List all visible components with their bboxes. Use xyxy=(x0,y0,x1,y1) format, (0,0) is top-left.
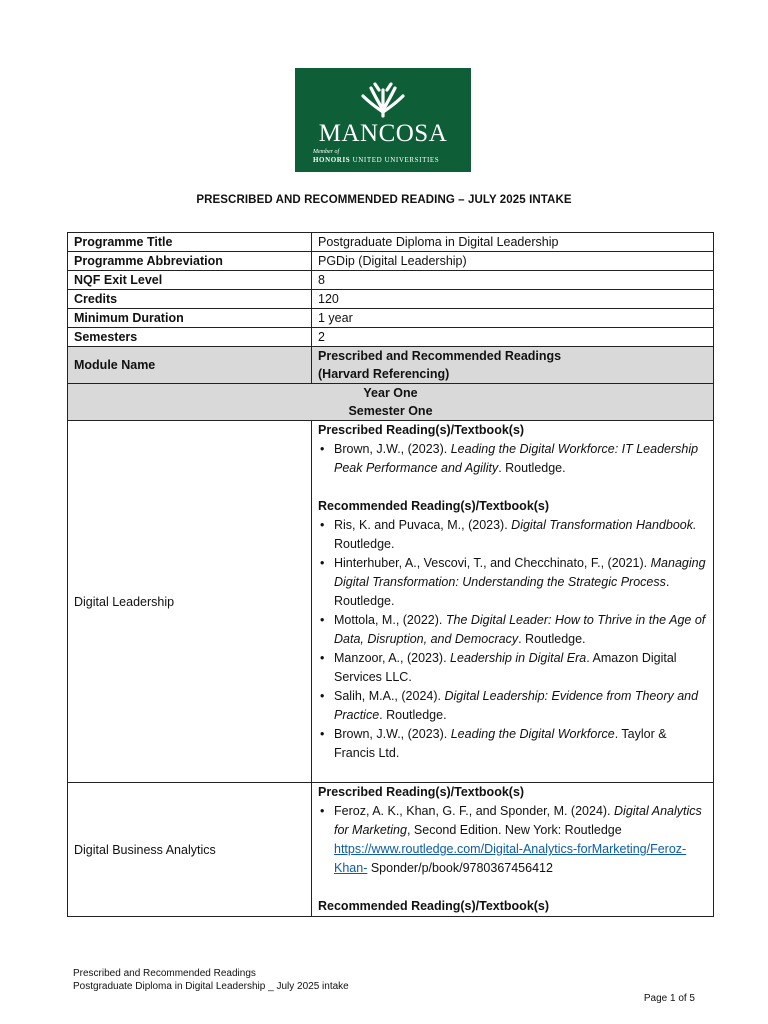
list-item xyxy=(334,554,707,611)
list-item xyxy=(334,440,707,478)
prescribed-heading: Prescribed Reading(s)/Textbook(s) xyxy=(318,423,525,437)
list-item xyxy=(334,611,707,649)
info-value: 1 year xyxy=(312,309,714,328)
table-row xyxy=(68,271,714,290)
semester-label: Semester One xyxy=(348,404,433,418)
module-name: Digital Business Analytics xyxy=(68,783,312,917)
readings-header-line1: Prescribed and Recommended Readings xyxy=(318,349,562,363)
list-item xyxy=(334,687,707,725)
citation-authors: Brown, J.W., (2023). xyxy=(334,727,451,741)
document-heading: PRESCRIBED AND RECOMMENDED READING – JULY 2025 INTAKE xyxy=(196,194,572,206)
citation-publisher: . Taylor & Francis Ltd. xyxy=(334,727,667,760)
citation-title: Digital Analytics for Marketing xyxy=(334,804,702,837)
citation-link-tail: Sponder/p/book/9780367456412 xyxy=(367,861,553,875)
citation-publisher: . Routledge. xyxy=(334,575,670,608)
module-readings xyxy=(312,783,714,917)
footer xyxy=(73,967,349,993)
citation-publisher: , Second Edition. New York: Routledge xyxy=(406,823,622,837)
list-item xyxy=(334,516,707,554)
citation-title: Digital Leadership: Evidence from Theory and Practice xyxy=(334,689,699,722)
info-value: Postgraduate Diploma in Digital Leadership xyxy=(312,233,714,252)
info-label: NQF Exit Level xyxy=(68,271,312,290)
table-row xyxy=(68,328,714,347)
readings-header-line2: (Harvard Referencing) xyxy=(318,367,450,381)
prescribed-list xyxy=(318,802,707,878)
citation-authors: Salih, M.A., (2024). xyxy=(334,689,445,703)
info-value: 2 xyxy=(312,328,714,347)
info-value: 120 xyxy=(312,290,714,309)
citation-authors: Manzoor, A., (2023). xyxy=(334,651,451,665)
citation-authors: Hinterhuber, A., Vescovi, T., and Checchinato, F., (2021). xyxy=(334,556,651,570)
table-row xyxy=(68,252,714,271)
citation-title: Managing Digital Transformation: Understanding the Strategic Process xyxy=(334,556,706,589)
info-label: Minimum Duration xyxy=(68,309,312,328)
citation-authors: Brown, J.W., (2023). xyxy=(334,442,451,456)
module-digital-leadership xyxy=(68,421,714,783)
year-semester-row xyxy=(68,384,714,421)
info-value: PGDip (Digital Leadership) xyxy=(312,252,714,271)
logo-united-universities: UNITED UNIVERSITIES xyxy=(352,156,440,164)
logo-honoris xyxy=(313,156,471,165)
list-item xyxy=(334,802,707,878)
citation-publisher: . Routledge. xyxy=(379,708,447,722)
citation-authors: Feroz, A. K., Khan, G. F., and Sponder, M. (2024). xyxy=(334,804,615,818)
logo-wordmark: MANCOSA xyxy=(318,120,448,147)
list-item xyxy=(334,649,707,687)
programme-info xyxy=(68,233,714,421)
citation-publisher: Routledge. xyxy=(334,537,395,551)
recommended-heading: Recommended Reading(s)/Textbook(s) xyxy=(318,499,550,513)
module-header-row xyxy=(68,347,714,384)
book-link[interactable]: https://www.routledge.com/Digital-Analytics-forMarketing/Feroz-Khan- xyxy=(334,842,687,875)
tree-emblem-icon xyxy=(359,80,407,118)
list-item xyxy=(334,725,707,763)
citation-publisher: . Routledge. xyxy=(498,461,566,475)
citation-title: Digital Transformation Handbook. xyxy=(511,518,697,532)
info-label: Credits xyxy=(68,290,312,309)
year-label: Year One xyxy=(363,386,418,400)
footer-line1: Prescribed and Recommended Readings xyxy=(73,968,256,979)
info-label: Programme Abbreviation xyxy=(68,252,312,271)
citation-authors: Ris, K. and Puvaca, M., (2023). xyxy=(334,518,512,532)
prescribed-heading: Prescribed Reading(s)/Textbook(s) xyxy=(318,785,525,799)
prescribed-list xyxy=(318,440,707,478)
table-row xyxy=(68,233,714,252)
info-value: 8 xyxy=(312,271,714,290)
table-row xyxy=(68,309,714,328)
module-name-header: Module Name xyxy=(68,347,312,384)
citation-publisher: . Amazon Digital Services LLC. xyxy=(334,651,677,684)
citation-title: The Digital Leader: How to Thrive in the Age of Data, Disruption, and Democracy xyxy=(334,613,706,646)
mancosa-logo xyxy=(295,68,471,172)
info-label: Semesters xyxy=(68,328,312,347)
footer-line2: Postgraduate Diploma in Digital Leadership _ July 2025 intake xyxy=(73,981,349,992)
readings-header xyxy=(312,347,714,384)
module-name: Digital Leadership xyxy=(68,421,312,783)
programme-table xyxy=(67,232,714,917)
module-digital-business-analytics xyxy=(68,783,714,917)
year-semester-cell xyxy=(68,384,714,421)
table-row xyxy=(68,290,714,309)
citation-title: Leading the Digital Workforce: IT Leadership Peak Performance and Agility xyxy=(334,442,699,475)
citation-authors: Mottola, M., (2022). xyxy=(334,613,446,627)
citation-title: Leadership in Digital Era xyxy=(450,651,587,665)
recommended-heading: Recommended Reading(s)/Textbook(s) xyxy=(318,899,550,913)
page-number: Page 1 of 5 xyxy=(643,993,695,1004)
recommended-list xyxy=(318,516,707,763)
citation-title: Leading the Digital Workforce xyxy=(450,727,615,741)
info-label: Programme Title xyxy=(68,233,312,252)
citation-publisher: . Routledge. xyxy=(518,632,586,646)
table-row xyxy=(68,783,714,917)
module-readings xyxy=(312,421,714,783)
table-row xyxy=(68,421,714,783)
logo-member-of: Member of xyxy=(313,149,340,155)
logo-honoris-word: HONORIS xyxy=(313,156,351,164)
